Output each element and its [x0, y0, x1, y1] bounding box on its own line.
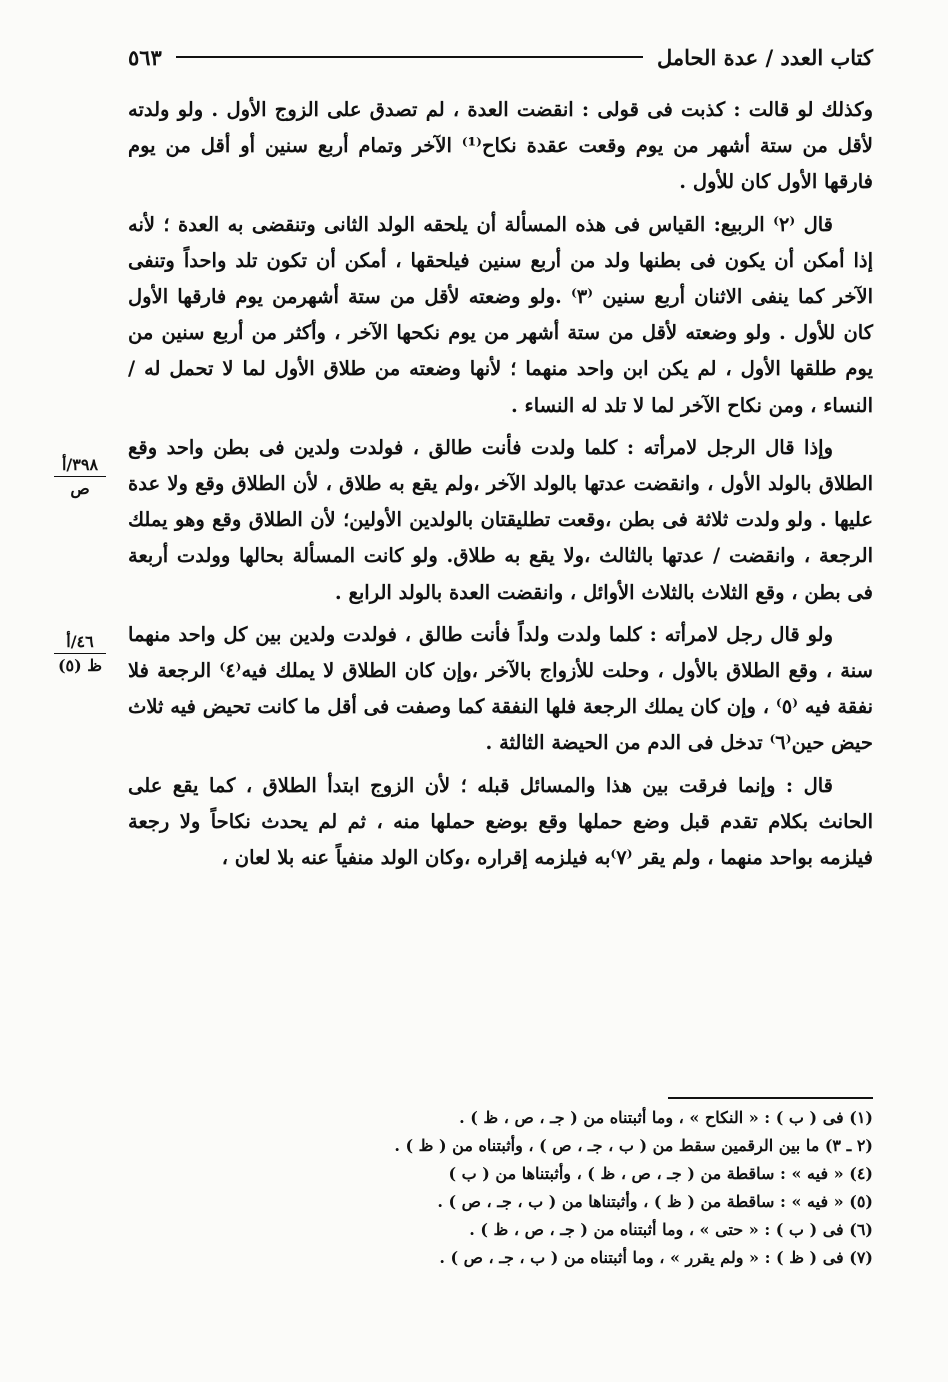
footnote-6: (٧) فى ( ظ ) : « ولم يقرر » ، وما أثبتناه من ( ب ، جـ ، ص ) .	[439, 1248, 873, 1267]
running-title: كتاب العدد / عدة الحامل	[656, 44, 873, 70]
footnote-5: (٦) فى ( ب ) : « حتى » ، وما أثبتناه من ( جـ ، ص ، ظ ) .	[469, 1220, 873, 1239]
paragraph-4: ولو قال رجل لامرأته : كلما ولدت ولداً فأنت طالق ، فولدت ولدين بين كل واحد منهما سنة ، وقع الطلاق بالأول ، وحلت للأزواج بالآخر ،وإن كان الطلاق لا يملك فيه⁽٤⁾ الرجعة فلا نفقة فيه ⁽٥⁾ ، وإن كان يملك الرجعة فلها النفقة كما وصفت فى أقل ما كانت تحيض فيه ثلاث حيض حين⁽٦⁾ تدخل فى الدم من الحيضة الثالثة .	[128, 622, 873, 755]
paragraph-1: وكذلك لو قالت : كذبت فى قولى : انقضت العدة ، لم تصدق على الزوج الأول . ولو ولدته لأقل من ستة أشهر من يوم وقعت عقدة نكاح⁽¹⁾ الآخر وتمام أربع سنين أو أقل من يوم فارقها الأول كان للأول .	[128, 98, 873, 194]
main-text	[128, 92, 873, 882]
margin-note-manuscript: ظ (٥)	[57, 656, 103, 675]
footnote-3: (٤) « فيه » : ساقطة من ( جـ ، ص ، ظ ) ، وأثبتناها من ( ب )	[448, 1164, 873, 1183]
header-rule	[176, 56, 643, 58]
footnote-rule	[668, 1097, 873, 1099]
footnote-2: (٢ ـ ٣) ما بين الرقمين سقط من ( ب ، جـ ، ص ) ، وأثبتناه من ( ظ ) .	[394, 1136, 873, 1155]
margin-note-1	[54, 455, 106, 498]
page-header	[128, 40, 873, 74]
footnote-4: (٥) « فيه » : ساقطة من ( ظ ) ، وأثبتناها من ( ب ، جـ ، ص ) .	[437, 1192, 873, 1211]
page-number: ٥٦٣	[128, 44, 162, 70]
margin-note-manuscript: ص	[70, 479, 90, 498]
footnote-1: (١) فى ( ب ) : « النكاح » ، وما أثبتناه من ( جـ ، ص ، ظ ) .	[459, 1108, 873, 1127]
paragraph-3: وإذا قال الرجل لامرأته : كلما ولدت فأنت طالق ، فولدت ولدين فى بطن واحد وقع الطلاق بالولد الأول ، وانقضت عدتها بالولد الآخر ،ولم يقع به طلاق ، لأن الطلاق وقع ولا عدة عليها . ولو ولدت ثلاثة فى بطن ،وقعت تطليقتان بالولدين الأولين؛ لأن الطلاق وقع وهو يملك الرجعة ، وانقضت / عدتها بالثالث ،ولا يقع به طلاق. ولو كانت المسألة بحالها وولدت أربعة فى بطن ، وقع الثلاث بالثلاث الأوائل ، وانقضت العدة بالولد الرابع .	[128, 435, 873, 604]
margin-note-folio: ٣٩٨/أ	[54, 455, 106, 477]
margin-note-folio: ٤٦/أ	[54, 632, 106, 654]
paragraph-2: قال ⁽٢⁾ الربيع: القياس فى هذه المسألة أن يلحقه الولد الثانى وتنقضى به العدة ؛ لأنه إذا أمكن أن يكون فى بطنها ولد من أربع سنين فيلحقها ، أمكن أن تكون تلد واحداً وتنفى الآخر كما ينفى الاثنان أربع سنين ⁽٣⁾ .ولو وضعته لأقل من ستة أشهرمن يوم فارقها الأول كان للأول . ولو وضعته لأقل من ستة أشهر من يوم نكحها الآخر ، وأكثر من أربع سنين من يوم طلقها الأول ، لم يكن ابن واحد منهما ؛ لأنها وضعته من طلاق الأول لما لا تحمل له / النساء ، ومن نكاح الآخر لما لا تلد له النساء .	[128, 212, 874, 417]
margin-note-2	[54, 632, 106, 675]
paragraph-5: قال : وإنما فرقت بين هذا والمسائل قبله ؛ لأن الزوج ابتدأ الطلاق ، كما يقع على الحانث بكلام تقدم قبل وضع حملها وقع بوضع حملها منه ، ثم لم يحدث نكاحاً ولا رجعة فيلزمه بواحد منهما ، ولم يقر ⁽٧⁾به فيلزمه إقراره ،وكان الولد منفياً عنه بلا لعان ،	[128, 773, 873, 870]
footnotes	[128, 1104, 873, 1272]
